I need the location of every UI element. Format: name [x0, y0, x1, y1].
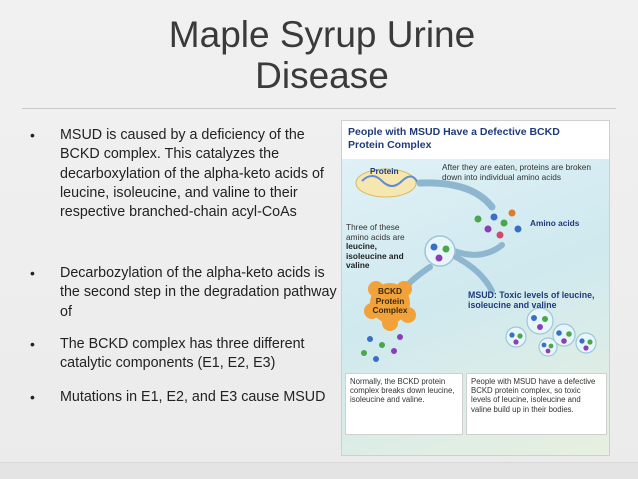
protein-label: Protein	[370, 166, 399, 176]
eaten-caption: After they are eaten, proteins are broken down into individual amino acids	[442, 162, 591, 182]
msud-figure	[341, 120, 610, 456]
breakdown-products-icon	[361, 334, 403, 362]
msud-toxic-label: MSUD: Toxic levels of leucine, isoleucine and valine	[468, 290, 595, 310]
toxic-buildup-icon	[506, 308, 596, 356]
bullet-item	[30, 335, 340, 388]
bullet-item	[30, 264, 340, 335]
bullet-marker: •	[30, 389, 35, 405]
bullet-text: Decarbozylation of the alpha-keto acids is the second step in the degradation pathway of	[60, 265, 337, 320]
bullet-item	[30, 126, 340, 264]
breakdown-arrow-icon	[420, 183, 492, 207]
three-amino-caption: Three of these amino acids are leucine, isoleucine and valine	[346, 222, 405, 271]
title-line-2: Disease	[255, 55, 389, 96]
bullet-list	[30, 126, 340, 407]
title-divider	[22, 108, 616, 109]
bullet-item	[30, 388, 340, 407]
amino-acid-cluster-icon	[475, 210, 522, 239]
amino-acid-sphere-icon	[425, 236, 455, 266]
flow-arrow-icon	[454, 245, 502, 255]
amino-acids-label: Amino acids	[530, 218, 580, 228]
footer-bar	[0, 462, 638, 479]
msud-explanation-box: People with MSUD have a defective BCKD protein complex, so toxic levels of leucine, isoleucine and valine build up in their bodies.	[466, 373, 607, 435]
flow-arrow-icon	[456, 257, 492, 291]
slide-title	[112, 14, 532, 96]
bullet-text: Mutations in E1, E2, and E3 cause MSUD	[60, 389, 326, 405]
bullet-text: The BCKD complex has three different catalytic components (E1, E2, E3)	[60, 336, 305, 372]
figure-heading: People with MSUD Have a Defective BCKD Protein Complex	[348, 126, 560, 151]
bullet-text: MSUD is caused by a deficiency of the BCKD complex. This catalyzes the decarboxylation of the alpha-keto acids of leucine, isoleucine, and valine to their respective branched-chain acyl-CoAs	[60, 127, 324, 221]
bckd-complex-label: BCKD Protein Complex	[372, 286, 408, 316]
bullet-marker: •	[30, 127, 35, 143]
bullet-marker: •	[30, 265, 35, 281]
title-line-1: Maple Syrup Urine	[168, 14, 476, 55]
bullet-marker: •	[30, 336, 35, 352]
normal-explanation-box: Normally, the BCKD protein complex breaks down leucine, isoleucine and valine.	[345, 373, 463, 435]
